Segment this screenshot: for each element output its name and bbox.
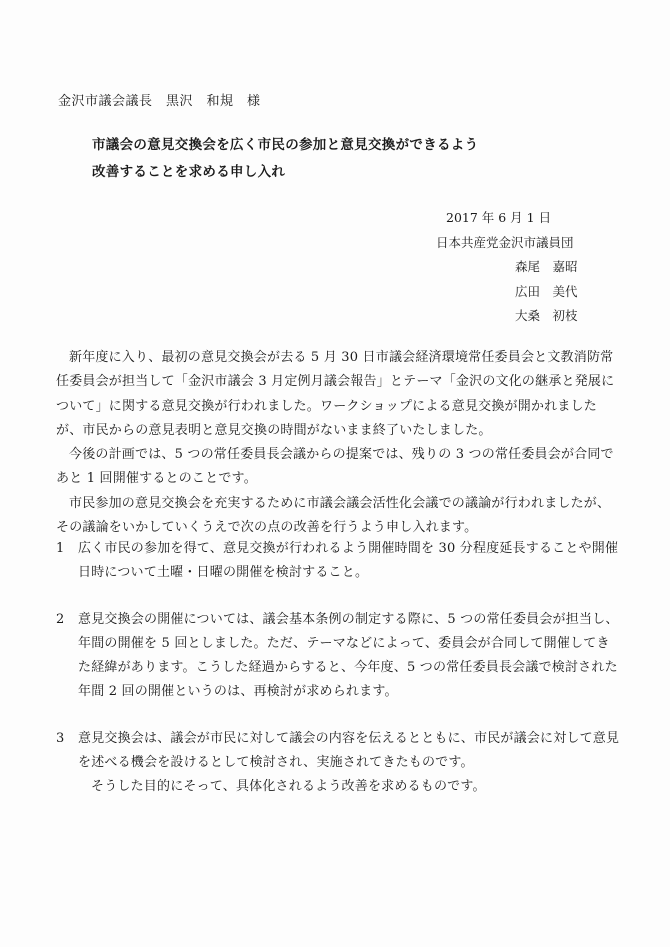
item-text-block xyxy=(78,608,622,705)
paragraph: 今後の計画では、5 つの常任委員長会議からの提案では、残りの 3 つの常任委員会が合同であと 1 回開催するとのことです。 xyxy=(56,447,614,487)
sender-member: 森尾 嘉昭 xyxy=(515,259,578,274)
sender-member: 広田 美代 xyxy=(515,283,578,299)
addressee: 金沢市議会議長 黒沢 和規 様 xyxy=(58,94,261,109)
item-number: 3 xyxy=(56,730,65,746)
request-item xyxy=(56,537,622,586)
sender-member: 大桑 初枝 xyxy=(515,308,578,323)
item-text: 広く市民の参加を得て、意見交換が行われるよう開催時間を 30 分程度延長することや開催日時について土曜・日曜の開催を検討すること。 xyxy=(78,541,619,581)
title-line-2: 改善することを求める申し入れ xyxy=(92,164,286,180)
item-text: 意見交換会は、議会が市民に対して議会の内容を伝えるとともに、市民が議会に対して意見を述べる機会を設けるとして検討され、実施されてきたものです。 xyxy=(78,730,620,771)
item-subtext: そうした目的にそって、具体化されるよう改善を求めるものです。 xyxy=(91,779,486,795)
item-text: 意見交換会の開催については、議会基本条例の制定する際に、5 つの常任委員会が担当し、年間の開催を 5 回としました。ただ、テーマなどによって、委員会が合同して開催してきた経緯があります。こうした経過からすると、今年度、5 つの常任委員長会議で検討された年間 2 回の開催というのは、再検討が求められます。 xyxy=(78,611,619,700)
body-paragraphs xyxy=(56,346,622,540)
request-items xyxy=(56,537,622,822)
sender-organization: 日本共産党金沢市議員団 xyxy=(436,234,574,250)
item-text-block xyxy=(78,727,622,800)
paragraph: 市民参加の意見交換会を充実するために市議会議会活性化会議での議論が行われましたが、その議論をいかしていくうえで次の点の改善を行うよう申し入れます。 xyxy=(56,495,611,536)
item-text-block xyxy=(78,537,622,586)
document-title xyxy=(92,132,478,186)
document-date: 2017 年 6 月 1 日 xyxy=(446,210,552,225)
request-item xyxy=(56,608,622,705)
title-line-1: 市議会の意見交換会を広く市民の参加と意見交換ができるよう xyxy=(92,137,479,153)
item-number: 2 xyxy=(56,611,65,627)
item-number: 1 xyxy=(56,541,65,556)
paragraph: 新年度に入り、最初の意見交換会が去る 5 月 30 日市議会経済環境常任委員会と文教消防常任委員会が担当して「金沢市議会 3 月定例月議会報告」とテーマ「金沢の文化の継承と発展について」に関する意見交換が行われました。ワークショップによる意見交換が開かれましたが、市民からの意見表明と意見交換の時間がないまま終了いたしました。 xyxy=(56,350,615,438)
sender-block xyxy=(436,206,578,329)
request-item xyxy=(56,727,622,800)
